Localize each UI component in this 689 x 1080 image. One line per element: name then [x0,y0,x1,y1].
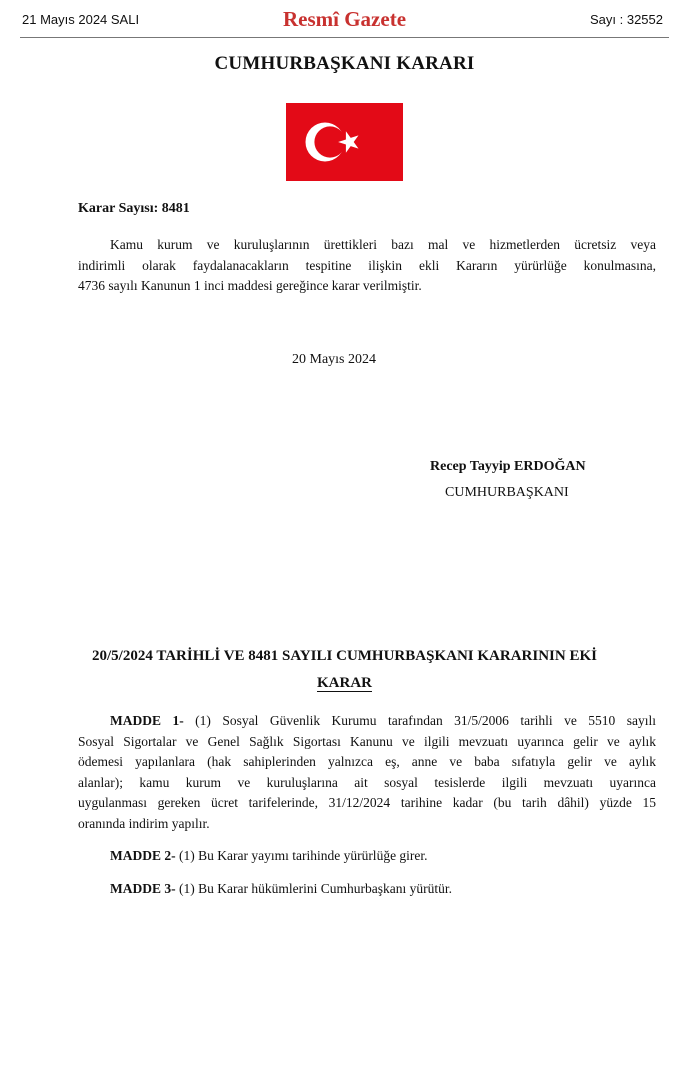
intro-line: Kamu kurum ve kuruluşlarının ürettikleri bazı mal ve hizmetlerden ücretsiz veya [110,237,656,252]
decree-number: Karar Sayısı: 8481 [78,201,190,216]
intro-line: indirimli olarak faydalanacakların tespitine ilişkin ekli Kararın yürürlüğe konulmasına, [78,257,656,273]
signer-title: CUMHURBAŞKANI [445,485,569,500]
annex-subtitle: KARAR [317,675,372,691]
article-1-label: MADDE 1- [110,713,184,728]
article-1-line: uygulanması gereken ücret tarifelerinde, 31/12/2024 tarihine kadar (bu tarih dâhil) yüzde 15 [78,795,656,810]
article-1 [78,711,656,834]
article-2-label: MADDE 2- [110,848,176,863]
signer-name: Recep Tayyip ERDOĞAN [430,459,586,474]
article-3-label: MADDE 3- [110,881,176,896]
gazette-date: 21 Mayıs 2024 SALI [22,12,140,27]
header-divider [20,37,669,38]
article-2-text: (1) Bu Karar yayımı tarihinde yürürlüğe girer. [175,848,428,863]
article-3 [78,879,656,900]
decree-date: 20 Mayıs 2024 [292,352,376,367]
article-2 [78,846,656,867]
annex-title: 20/5/2024 TARİHLİ VE 8481 SAYILI CUMHURBAŞKANI KARARININ EKİ [92,648,597,664]
intro-paragraph [78,235,656,297]
article-3-text: (1) Bu Karar hükümlerini Cumhurbaşkanı yürütür. [175,881,452,896]
article-1-line: Sosyal Sigortalar ve Genel Sağlık Sigortası Kanunu ve ilgili mevzuatı uyarınca gelir ve aylık [78,733,656,749]
intro-line: 4736 sayılı Kanunun 1 inci maddesi gereğince karar verilmiştir. [78,278,422,293]
article-1-line: ödemesi yapılanlara (hak sahiplerinden yalnızca eş, anne ve baba sıfatıyla gelir ve aylık [78,754,656,769]
article-1-first-line: MADDE 1- (1) Sosyal Güvenlik Kurumu tarafından 31/5/2006 tarihli ve 5510 sayılı [110,713,656,728]
gazette-name: Resmî Gazete [282,7,407,31]
gazette-issue-number: Sayı : 32552 [590,12,663,27]
article-1-line: alanlar); kamu kurum ve kuruluşlarına ait sosyal tesislerde ilgili mevzuatı uyarınca [78,774,656,790]
decree-title: CUMHURBAŞKANI KARARI [214,53,475,74]
turkish-flag-icon [286,103,403,181]
article-1-line: oranında indirim yapılır. [78,815,210,831]
